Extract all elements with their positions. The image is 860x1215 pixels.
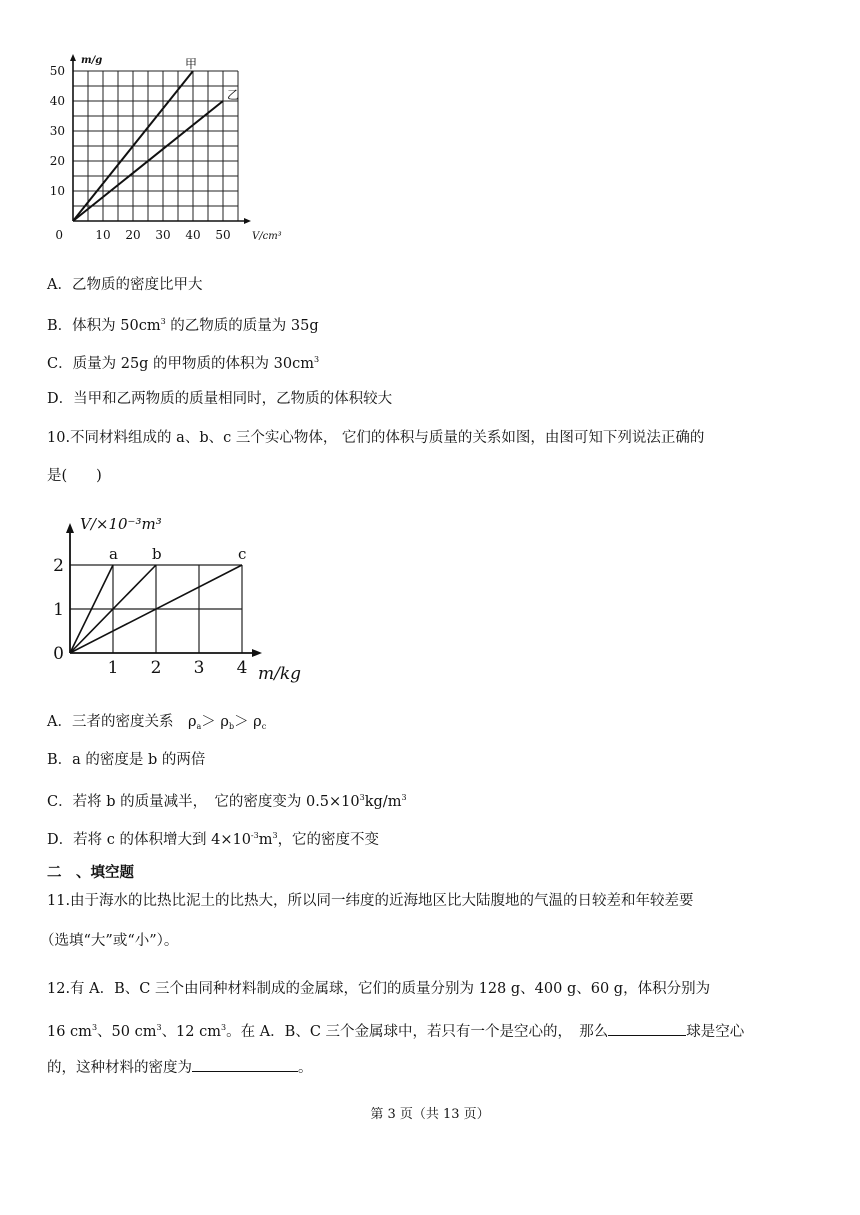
chart1-y-tick: 20: [49, 154, 65, 168]
chart1-series-label: 乙: [227, 88, 240, 102]
q10-option-b: B．a 的密度是 b 的两倍: [47, 752, 206, 768]
q9-option-b: B．体积为 $50cm^3$ 的乙物质的质量为 35g: [47, 317, 319, 334]
chart2-x-arrow: [252, 649, 262, 657]
q10-stem-line1: 10.不同材料组成的 a、b、c 三个实心物体， 它们的体积与质量的关系如图，由图可知下列说法正确的: [47, 430, 705, 446]
q11-line1: 11.由于海水的比热比泥土的比热大，所以同一纬度的近海地区比大陆腹地的气温的日较差和年较差要: [47, 893, 694, 909]
chart2-x-label: m/kg: [258, 664, 302, 684]
chart2-x-tick: 3: [193, 658, 205, 678]
q12-line1: 12.有 A．B、C 三个由同种材料制成的金属球，它们的质量分别为 128 g、400 g、60 g，体积分别为: [47, 981, 711, 997]
chart-volume-mass: [50, 500, 310, 690]
q10-stem-line2: 是( ): [47, 468, 102, 484]
chart1-y-tick: 40: [49, 94, 65, 108]
chart1-x-arrow: [244, 218, 251, 224]
chart2-labels: [53, 515, 301, 684]
q10-option-a: A．三者的密度关系 $\rho_a> \rho_b> \rho_c$: [47, 714, 267, 731]
chart2-x-tick: 4: [236, 658, 248, 678]
chart2-x-tick: 1: [107, 658, 119, 678]
q9-option-a: A．乙物质的密度比甲大: [47, 277, 203, 293]
chart1-x-tick: 30: [155, 228, 171, 242]
chart1-series-label: 甲: [185, 57, 198, 71]
chart1-y-label: m/g: [81, 55, 103, 66]
chart1-x-tick: 10: [95, 228, 111, 242]
chart2-series-label: a: [109, 545, 118, 563]
chart1-x-tick: 0: [55, 228, 63, 242]
chart2-series-label: c: [238, 545, 247, 563]
chart1-y-tick: 30: [49, 124, 65, 138]
chart2-y-tick: 1: [53, 600, 64, 620]
q12-blank-density[interactable]: [192, 1057, 298, 1072]
chart1-y-tick: 10: [49, 184, 65, 198]
chart1-x-tick: 20: [125, 228, 141, 242]
chart2-y-arrow: [66, 523, 74, 533]
q9-option-c: C．质量为 25g 的甲物质的体积为 $30cm^3$: [47, 355, 320, 372]
chart1-y-tick: 50: [49, 64, 65, 78]
chart2-series-label: b: [152, 545, 162, 563]
q12-line2: 16 $cm^3$、50 $cm^3$、12 $cm^3$。在 A．B、C 三个金属球中，若只有一个是空心的， 那么 球是空心: [47, 1023, 745, 1040]
chart1-x-tick: 50: [215, 228, 231, 242]
q12-blank-hollow-ball[interactable]: [608, 1021, 686, 1036]
chart1-grid: [70, 54, 251, 224]
chart1-x-tick: 40: [185, 228, 201, 242]
chart2-x-tick: 0: [53, 644, 64, 664]
q11-line2: （选填“大”或“小”）。: [40, 933, 179, 949]
chart1-y-arrow: [70, 54, 76, 61]
q9-option-d: D．当甲和乙两物质的质量相同时，乙物质的体积较大: [47, 391, 393, 407]
chart2-y-tick: 2: [53, 556, 64, 576]
chart2-x-tick: 2: [150, 658, 162, 678]
chart-mass-volume: [40, 40, 300, 255]
q10-option-c: C．若将 b 的质量减半， 它的密度变为 $0.5\times 10^3kg/m^3$: [47, 793, 407, 810]
q10-option-d: D．若将 c 的体积增大到 $4\times 10^{-3}m^3$，它的密度不变: [47, 831, 380, 848]
q12-line3: 的，这种材料的密度为 。: [47, 1057, 313, 1078]
section-fill-in-title: 二 、填空题: [47, 865, 134, 881]
chart1-x-label: V/cm³: [252, 231, 282, 242]
page-footer: 第 3 页（共 13 页）: [370, 1107, 490, 1122]
chart2-y-label: V/×10⁻³m³: [80, 515, 162, 533]
chart1-labels: [50, 55, 282, 242]
chart2-grid: [66, 523, 262, 657]
